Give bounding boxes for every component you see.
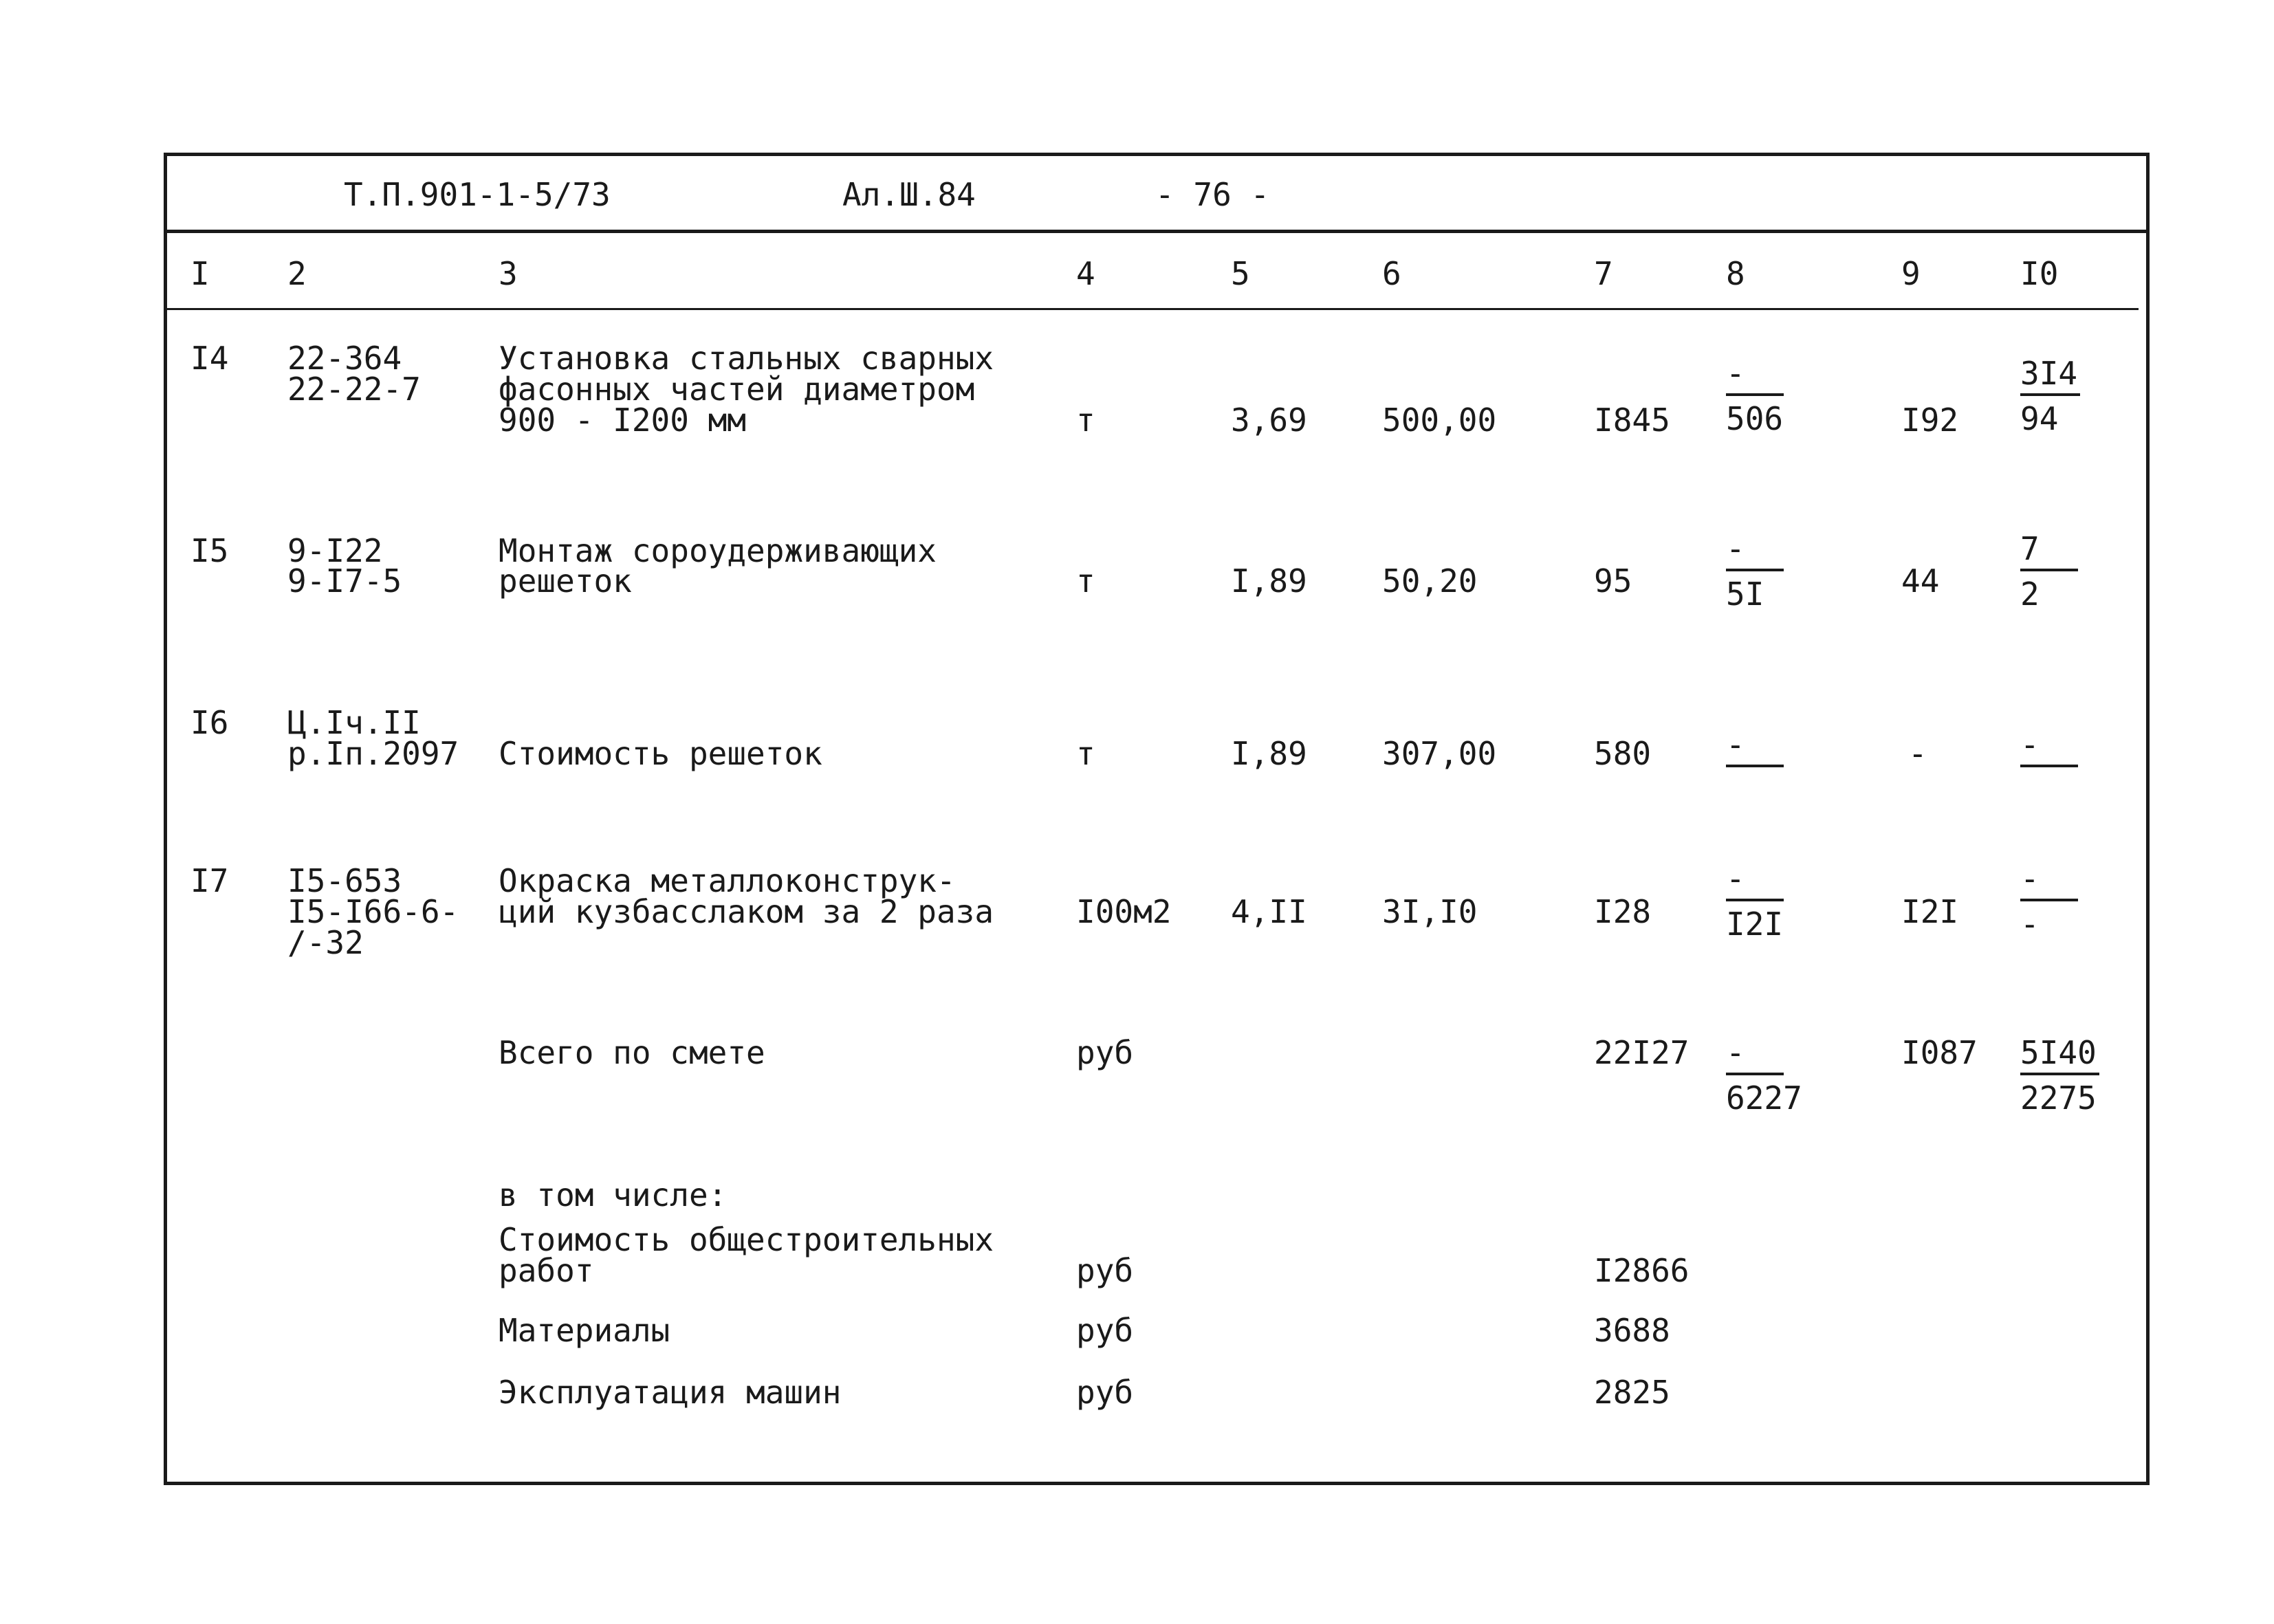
unit: т [1076,562,1095,600]
col9-value: I087 [1901,1034,1978,1071]
col10-fraction [2020,726,2089,774]
unit-price: 307,00 [1382,735,1497,772]
column-header: 7 [1594,255,1613,292]
col10-fraction [2020,860,2089,943]
total-cost: 2825 [1594,1374,1670,1411]
fraction-numerator: - [1726,533,1784,571]
column-header: 2 [287,255,307,292]
quantity: I,89 [1231,735,1307,772]
column-header: 5 [1231,255,1250,292]
reference-code: 9-I22 [287,532,383,569]
fraction-numerator: 7 [2020,533,2078,571]
total-cost: I28 [1594,893,1652,930]
breakdown-item-name: Стоимость общестроительных [499,1221,994,1258]
col9-value: 44 [1901,562,1940,600]
breakdown-item-name: работ [499,1252,594,1289]
row-number: I6 [190,704,229,741]
work-name: 900 - I200 мм [499,402,747,439]
reference-code: р.Iп.2097 [287,735,459,772]
col10-fraction [2020,355,2089,437]
unit: т [1076,735,1095,772]
work-name: Стоимость решеток [499,735,822,772]
reference-code: /-32 [287,924,364,961]
reference-code: I5-I66-6- [287,893,459,930]
unit: руб [1076,1312,1134,1349]
reference-code: Ц.Iч.II [287,704,421,741]
page-number: - 76 - [1155,176,1270,213]
work-name: фасонных частей диаметром [499,371,975,408]
work-name: Установка стальных сварных [499,340,994,377]
quantity: 4,II [1231,893,1307,930]
breakdown-item-name: Материалы [499,1312,670,1349]
reference-code: I5-653 [287,862,402,899]
quantity: I,89 [1231,562,1307,600]
total-cost: 580 [1594,735,1652,772]
row-number: I5 [190,532,229,569]
fraction-denominator: - [2020,906,2040,943]
fraction-denominator: 2 [2020,575,2040,613]
project-code: Т.П.901-1-5/73 [344,176,611,213]
col9-value: I92 [1901,402,1959,439]
column-header-divider [165,308,2139,310]
work-name: Монтаж сороудерживающих [499,532,937,569]
col8-fraction [1726,1034,1802,1117]
summary-label: Всего по смете [499,1034,765,1071]
fraction-denominator: 5I [1726,575,1764,613]
col10-fraction [2020,530,2089,613]
fraction-numerator: 5I40 [2020,1037,2099,1075]
column-header: 8 [1726,255,1745,292]
unit-price: 3I,I0 [1382,893,1478,930]
unit: руб [1076,1374,1134,1411]
column-header: 3 [499,255,518,292]
column-header: 4 [1076,255,1095,292]
fraction-numerator: - [2020,729,2078,767]
work-name: решеток [499,562,632,600]
fraction-denominator: 506 [1726,400,1784,437]
col9-value: I2I [1901,893,1959,930]
fraction-numerator: 3I4 [2020,358,2080,396]
reference-code: 9-I7-5 [287,562,402,600]
fraction-denominator: 6227 [1726,1079,1802,1117]
total-cost: I2866 [1594,1252,1690,1289]
col10-fraction [2020,1034,2097,1117]
unit: руб [1076,1034,1134,1071]
quantity: 3,69 [1231,402,1307,439]
col9-value: - [1908,735,1927,772]
fraction-denominator: 94 [2020,400,2059,437]
unit: т [1076,402,1095,439]
total-cost: I845 [1594,402,1670,439]
reference-code: 22-364 [287,340,402,377]
col8-fraction [1726,726,1795,774]
column-header: I [190,255,210,292]
fraction-denominator: I2I [1726,906,1784,943]
unit-price: 50,20 [1382,562,1478,600]
work-name: Окраска металлоконструк- [499,862,956,899]
album-number: Ал.Ш.84 [842,176,976,213]
breakdown-heading: в том числе: [499,1176,728,1214]
reference-code: 22-22-7 [287,371,421,408]
breakdown-item-name: Эксплуатация машин [499,1374,842,1411]
total-cost: 3688 [1594,1312,1670,1349]
fraction-numerator: - [1726,358,1784,396]
fraction-numerator: - [1726,729,1784,767]
total-cost: 95 [1594,562,1632,600]
unit: руб [1076,1252,1134,1289]
row-number: I7 [190,862,229,899]
document-sheet [164,153,2150,1485]
unit: I00м2 [1076,893,1172,930]
column-header: I0 [2020,255,2059,292]
total-cost: 22I27 [1594,1034,1690,1071]
row-number: I4 [190,340,229,377]
column-header: 9 [1901,255,1921,292]
header-divider [165,230,2148,233]
fraction-numerator: - [1726,1037,1784,1075]
col8-fraction [1726,530,1795,613]
fraction-denominator: 2275 [2020,1079,2097,1117]
unit-price: 500,00 [1382,402,1497,439]
column-header: 6 [1382,255,1401,292]
fraction-numerator: - [1726,863,1784,901]
col8-fraction [1726,860,1795,943]
col8-fraction [1726,355,1795,437]
work-name: ций кузбасслаком за 2 раза [499,893,994,930]
fraction-numerator: - [2020,863,2078,901]
